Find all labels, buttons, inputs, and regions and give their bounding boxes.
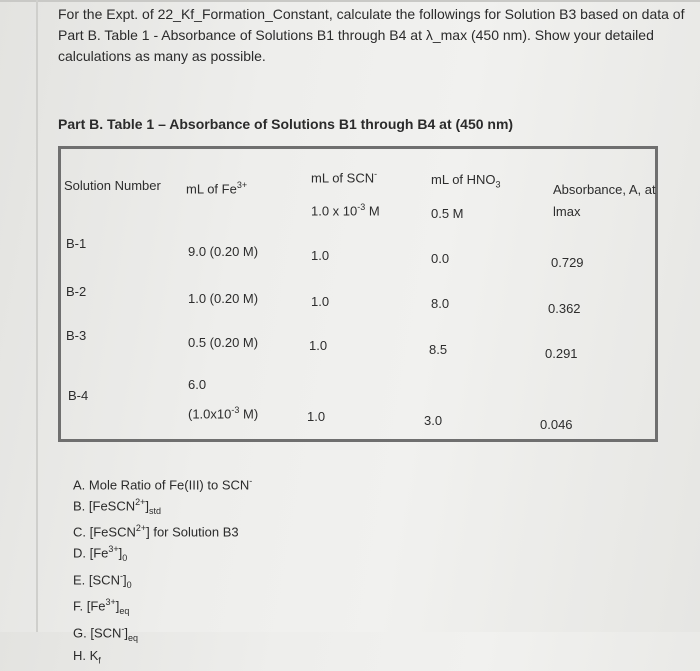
- header-fe-charge: 3+: [236, 180, 248, 190]
- header-hno3-concentration: 0.5 M: [431, 206, 464, 221]
- row-b3-fe: 0.5 (0.20 M): [188, 335, 259, 350]
- row-b3-solution: B-3: [66, 328, 87, 343]
- row-b2-hno3: 8.0: [431, 296, 450, 311]
- question-f-text: F. [Fe: [73, 598, 106, 614]
- question-h-text: H. K: [73, 648, 99, 664]
- absorbance-table: [58, 146, 658, 442]
- question-a-text: A. Mole Ratio of Fe(III) to SCN: [73, 477, 250, 493]
- header-hno3-subscript: 3: [495, 179, 501, 190]
- question-e-subscript: 0: [126, 579, 132, 590]
- header-scn-charge: -: [374, 169, 378, 179]
- question-c-suffix: ] for Solution B3: [146, 524, 239, 540]
- prompt-line-1: For the Expt. of 22_Kf_Formation_Constant, calculate the followings for Solution B3 based on data of: [58, 6, 685, 22]
- question-f-bracket: ]: [115, 598, 120, 614]
- header-lambda-max: lmax: [553, 204, 581, 219]
- header-scn-concentration: [311, 202, 380, 218]
- header-absorbance: Absorbance, A, at: [553, 182, 656, 197]
- question-g-subscript: eq: [128, 632, 139, 643]
- table-title: Part B. Table 1 – Absorbance of Solutions B1 through B4 at (450 nm): [58, 116, 514, 132]
- question-b-charge: 2+: [135, 496, 146, 507]
- question-e-bracket: ]: [122, 572, 127, 588]
- b4-fe-conc-exponent: -3: [231, 405, 240, 415]
- question-g: [73, 621, 252, 648]
- scn-conc-exponent: -3: [357, 202, 366, 212]
- question-f-charge: 3+: [105, 597, 116, 608]
- question-b-subscript: std: [149, 505, 162, 516]
- question-c-charge: 2+: [135, 523, 147, 534]
- prompt-line-2: Part B. Table 1 - Absorbance of Solutions B1 through B4 at λ_max (450 nm). Show your detailed: [58, 27, 654, 43]
- question-d-subscript: 0: [122, 553, 128, 564]
- question-d-text: D. [Fe: [73, 545, 109, 561]
- question-a-charge: -: [249, 476, 253, 486]
- question-e: [73, 568, 252, 595]
- question-h: [73, 647, 252, 670]
- row-b1-absorbance: 0.729: [551, 255, 584, 270]
- header-solution-number: Solution Number: [64, 178, 161, 193]
- row-b3-hno3: 8.5: [429, 342, 448, 357]
- question-f-subscript: eq: [119, 606, 130, 617]
- header-scn-label: mL of SCN: [311, 170, 375, 186]
- question-g-text: G. [SCN: [73, 625, 122, 641]
- row-b2-scn: 1.0: [311, 294, 330, 309]
- prompt-line-3: calculations as many as possible.: [58, 48, 266, 64]
- question-e-text: E. [SCN: [73, 572, 120, 588]
- row-b1-solution: B-1: [66, 236, 87, 251]
- row-b1-hno3: 0.0: [431, 251, 450, 266]
- scn-conc-base: 1.0 x 10: [311, 203, 358, 219]
- row-b3-scn: 1.0: [309, 338, 328, 353]
- row-b2-fe: 1.0 (0.20 M): [188, 291, 259, 306]
- top-border: [0, 0, 700, 2]
- row-b4-solution: B-4: [68, 388, 89, 403]
- row-b4-hno3: 3.0: [424, 413, 443, 428]
- question-d: [73, 541, 252, 568]
- question-list: [73, 473, 252, 671]
- row-b3-absorbance: 0.291: [545, 346, 578, 361]
- question-b-text: B. [FeSCN: [73, 498, 136, 514]
- row-b1-scn: 1.0: [311, 248, 330, 263]
- b4-fe-conc-base: (1.0x10: [188, 406, 232, 422]
- header-hno3-label: mL of HNO: [431, 172, 496, 187]
- scn-conc-unit: M: [365, 203, 380, 219]
- row-b2-solution: B-2: [66, 284, 87, 299]
- question-f: [73, 594, 252, 621]
- question-c: [73, 520, 252, 541]
- row-b4-scn: 1.0: [307, 409, 326, 424]
- b4-fe-conc-unit: M): [239, 406, 259, 422]
- question-d-charge: 3+: [108, 544, 119, 555]
- question-a: [73, 473, 252, 494]
- question-c-text: C. [FeSCN: [73, 524, 136, 540]
- row-b4-absorbance: 0.046: [540, 417, 573, 432]
- question-d-bracket: ]: [118, 545, 123, 561]
- question-e-charge: -: [119, 570, 123, 581]
- row-b2-absorbance: 0.362: [548, 301, 581, 316]
- question-g-bracket: ]: [124, 625, 129, 641]
- row-b4-fe-concentration: [188, 405, 258, 421]
- row-b4-fe-volume: 6.0: [188, 377, 207, 392]
- question-b: [73, 494, 252, 521]
- header-hno3: [431, 172, 501, 190]
- header-fe-label: mL of Fe: [186, 181, 237, 197]
- header-scn: [311, 169, 377, 185]
- question-h-subscript: f: [98, 656, 101, 667]
- question-g-charge: -: [121, 623, 125, 634]
- header-fe: [186, 180, 247, 196]
- question-b-bracket: ]: [145, 498, 150, 514]
- question-prompt: [58, 4, 688, 67]
- row-b1-fe: 9.0 (0.20 M): [188, 244, 259, 259]
- page-left-rule: [36, 0, 38, 632]
